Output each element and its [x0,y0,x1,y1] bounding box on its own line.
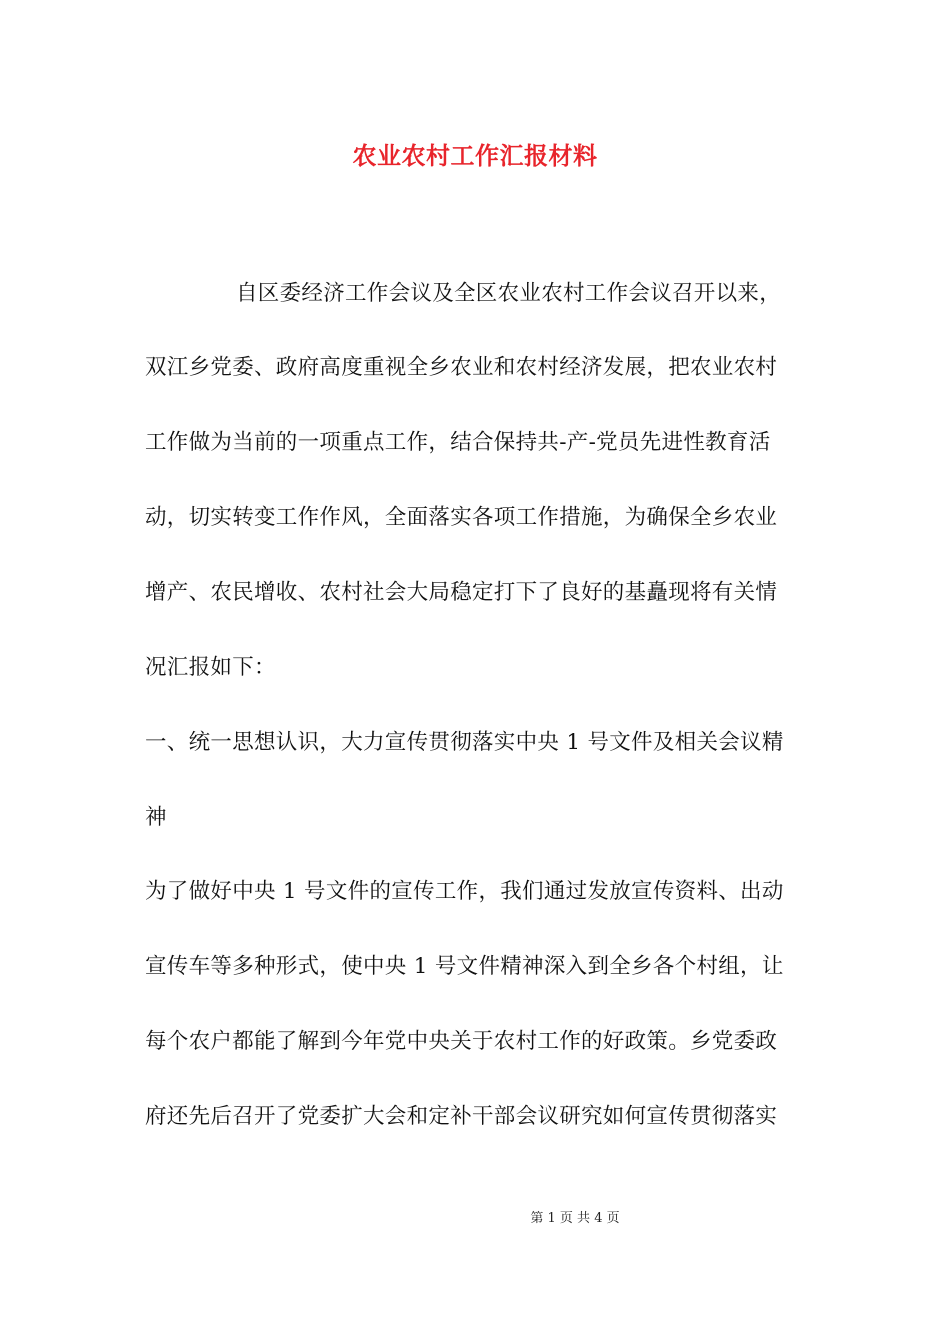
paragraph-line: 每个农户都能了解到今年党中央关于农村工作的好政策。乡党委政 [145,1029,778,1054]
paragraph-line: 府还先后召开了党委扩大会和定补干部会议研究如何宣传贯彻落实 [145,1104,778,1129]
paragraph-line: 工作做为当前的一项重点工作，结合保持共-产-党员先进性教育活 [145,430,771,455]
paragraph-line: 况汇报如下： [145,655,276,680]
paragraph-line: 增产、农民增收、农村社会大局稳定打下了良好的基矗现将有关情 [145,580,778,605]
paragraph-line: 为了做好中央 1 号文件的宣传工作，我们通过发放宣传资料、出动 [145,879,784,904]
section-heading-line: 神 [145,805,167,830]
document-title: 农业农村工作汇报材料 [352,141,598,170]
page-number: 第 1 页 共 4 页 [530,1211,620,1226]
section-heading-line: 一、统一思想认识，大力宣传贯彻落实中央 1 号文件及相关会议精 [145,730,784,755]
paragraph-line: 动，切实转变工作作风，全面落实各项工作措施，为确保全乡农业 [145,505,778,530]
paragraph-line: 宣传车等多种形式，使中央 1 号文件精神深入到全乡各个村组，让 [145,954,784,979]
page-footer [0,1207,950,1226]
paragraph-line: 自区委经济工作会议及全区农业农村工作会议召开以来， [236,281,782,306]
paragraph-line: 双江乡党委、政府高度重视全乡农业和农村经济发展，把农业农村 [145,355,778,380]
